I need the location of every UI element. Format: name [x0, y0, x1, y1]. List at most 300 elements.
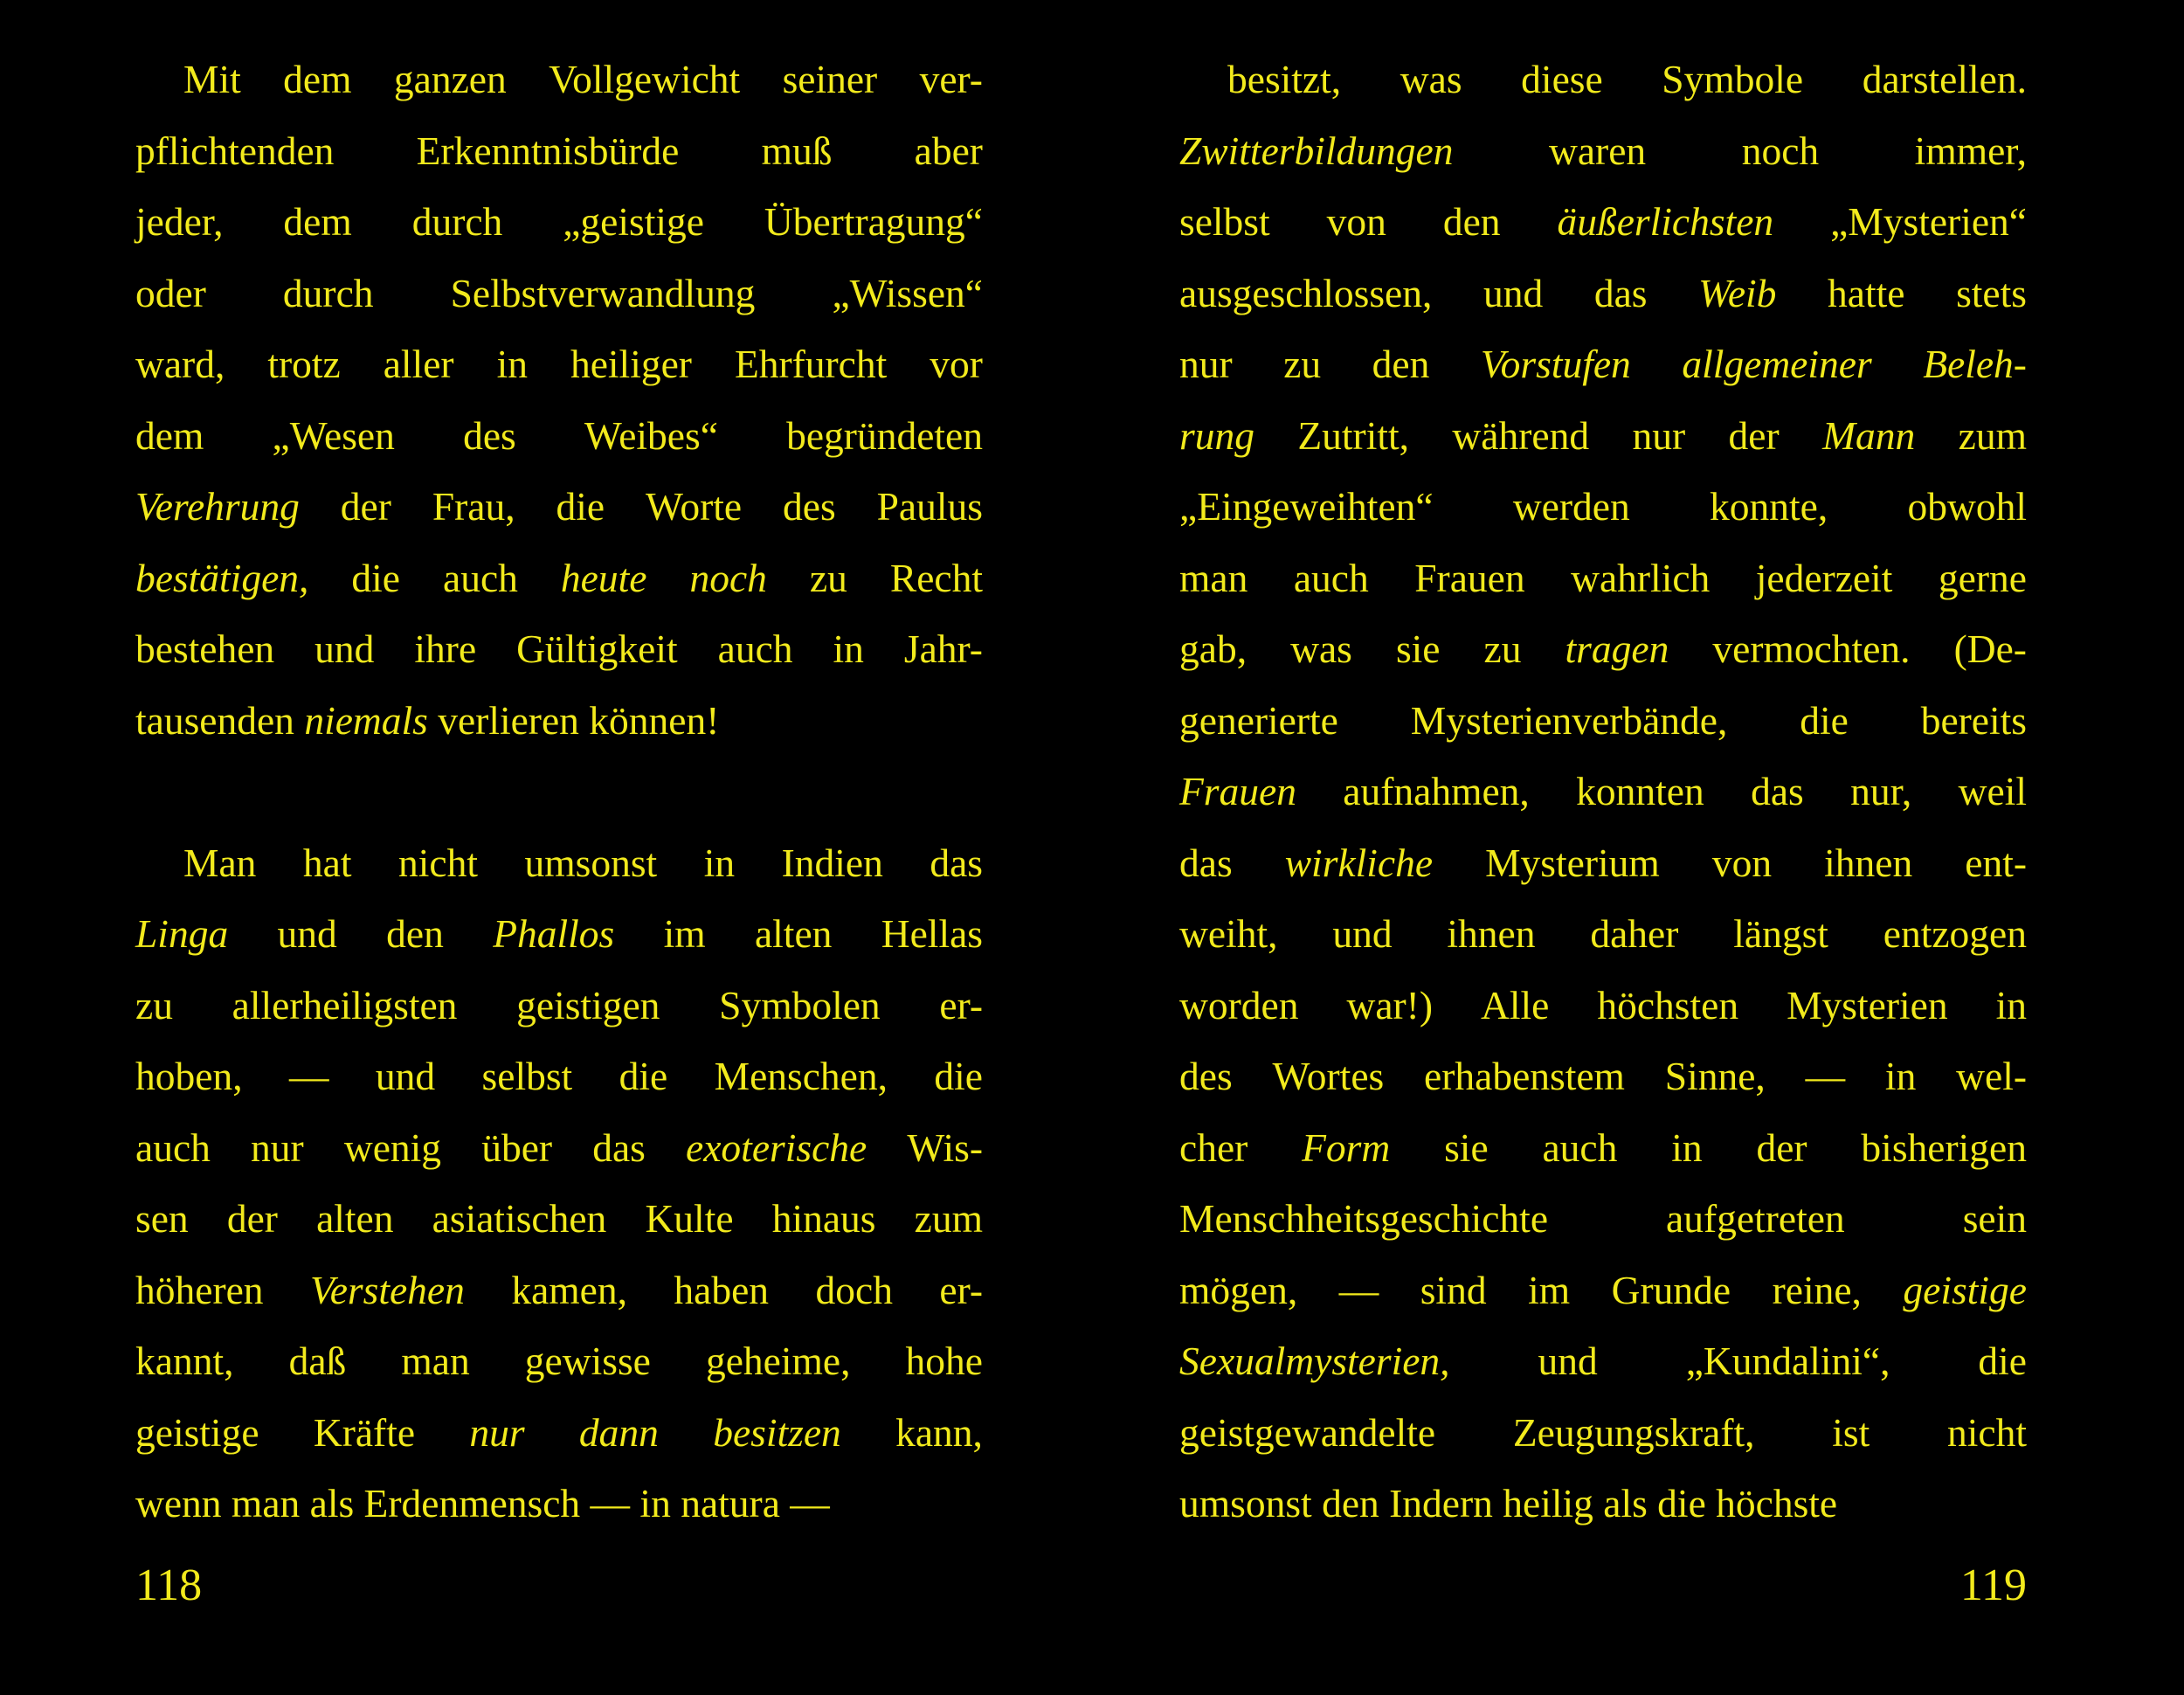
word — [890, 543, 983, 614]
word — [1947, 1397, 2027, 1469]
text-segment: wenig — [343, 1124, 442, 1170]
word — [183, 827, 256, 899]
word — [1963, 1183, 2027, 1255]
text-line — [1179, 44, 2027, 115]
word — [764, 186, 983, 258]
text-segment: „Wesen — [272, 412, 395, 458]
word — [310, 1255, 465, 1326]
word — [314, 1397, 415, 1469]
text-segment: wenn man als Erdenmensch — in natura — — [135, 1481, 830, 1526]
text-segment: Paulus — [876, 484, 983, 529]
word — [1903, 1255, 2027, 1326]
text-segment: entzogen — [1883, 911, 2027, 956]
word — [645, 1183, 733, 1255]
text-segment: Wortes — [1272, 1054, 1385, 1098]
text-segment: das — [592, 1124, 646, 1170]
text-segment: der — [1728, 412, 1780, 458]
text-line — [135, 1255, 983, 1326]
text-segment: Hellas — [881, 911, 983, 956]
italic-text: rung — [1179, 412, 1254, 458]
text-line — [135, 827, 983, 899]
text-segment: auch — [717, 626, 793, 671]
word — [525, 1325, 651, 1397]
word — [713, 1397, 841, 1469]
text-segment: immer, — [1914, 128, 2027, 173]
word — [881, 898, 983, 970]
text-segment: Indien — [781, 840, 883, 885]
text-segment: „Mysterien“ — [1830, 199, 2027, 244]
text-segment: zum — [1958, 412, 2027, 458]
text-segment: Kulte — [645, 1196, 734, 1241]
text-line — [1179, 613, 2027, 685]
word — [772, 1183, 876, 1255]
word — [1907, 471, 2027, 543]
text-segment: Zeugungskraft, — [1512, 1409, 1755, 1455]
word — [1179, 1183, 1548, 1255]
word — [1710, 471, 1828, 543]
text-line — [135, 1325, 983, 1397]
text-segment: aller — [383, 342, 454, 386]
italic-text: heute — [560, 555, 647, 600]
word — [135, 1255, 264, 1326]
text-segment: Menschen, — [714, 1054, 888, 1098]
word — [1327, 186, 1386, 258]
word — [1597, 970, 1738, 1041]
word — [1956, 258, 2027, 329]
word — [341, 471, 391, 543]
text-line — [1179, 471, 2027, 543]
word — [135, 1112, 211, 1184]
text-segment: oder — [135, 270, 206, 315]
word — [1978, 1325, 2027, 1397]
text-segment: konnten — [1576, 769, 1704, 813]
word — [1444, 1112, 1489, 1184]
text-segment: — — [288, 1054, 329, 1098]
word — [1179, 329, 1233, 400]
word — [384, 329, 454, 400]
text-segment: Mysterium — [1485, 840, 1660, 885]
text-segment: Frau, — [432, 484, 515, 529]
text-segment: muß — [761, 128, 833, 173]
text-segment: hohe — [905, 1339, 983, 1383]
word — [939, 970, 983, 1041]
word — [386, 898, 444, 970]
text-segment: Weibes“ — [584, 412, 718, 458]
text-segment: allerheiligsten — [232, 982, 458, 1027]
word — [1666, 1183, 1845, 1255]
word — [1179, 258, 1432, 329]
text-line — [1179, 827, 2027, 899]
word — [1590, 898, 1678, 970]
text-segment: und — [314, 626, 375, 671]
word — [283, 44, 351, 115]
text-segment: heiliger — [570, 342, 692, 386]
text-segment: was — [1290, 626, 1352, 671]
word — [1885, 1041, 1916, 1112]
word — [412, 186, 503, 258]
text-segment: ganzen — [393, 57, 507, 101]
text-segment: hat — [302, 840, 352, 885]
word — [664, 898, 706, 970]
word — [1179, 1325, 1450, 1397]
word — [1179, 1041, 1233, 1112]
word — [1686, 1325, 1890, 1397]
text-line — [1179, 1255, 2027, 1326]
text-segment: sind — [1420, 1267, 1487, 1312]
word — [1420, 1255, 1487, 1326]
text-segment: ward, — [135, 342, 225, 386]
text-segment: weiht, — [1179, 911, 1278, 956]
text-segment: des — [1179, 1054, 1233, 1098]
word — [135, 1397, 259, 1469]
text-segment: gewisse — [524, 1339, 651, 1383]
word — [1343, 756, 1530, 827]
text-line — [135, 44, 983, 115]
word — [646, 471, 742, 543]
text-segment: durch — [411, 199, 503, 244]
text-segment: der — [340, 484, 391, 529]
word — [227, 1183, 278, 1255]
word — [1179, 756, 1296, 827]
text-segment: höchsten — [1597, 982, 1739, 1027]
text-segment: auch — [443, 555, 518, 600]
word — [1179, 471, 1434, 543]
text-segment: nur, — [1850, 769, 1912, 813]
italic-text: besitzen — [713, 1409, 841, 1455]
word — [135, 258, 206, 329]
word — [183, 44, 241, 115]
word — [1751, 756, 1804, 827]
word — [1396, 613, 1441, 685]
word — [1424, 1041, 1625, 1112]
text-segment: jederzeit — [1755, 555, 1893, 600]
word — [1179, 115, 1453, 187]
word — [895, 1397, 983, 1469]
word — [1671, 1112, 1702, 1184]
text-segment: im — [663, 911, 706, 956]
word — [689, 543, 766, 614]
word — [135, 1041, 243, 1112]
word — [1861, 1112, 2027, 1184]
word — [915, 115, 983, 187]
word — [1481, 329, 1631, 400]
text-segment: vermochten. — [1712, 626, 1911, 671]
word — [273, 400, 395, 472]
italic-text: wirkliche — [1284, 840, 1434, 885]
italic-text: Frauen — [1179, 769, 1296, 813]
text-segment: in — [1995, 982, 2027, 1027]
text-segment: dem — [283, 199, 352, 244]
text-line — [135, 471, 983, 543]
word — [1400, 44, 1462, 115]
text-segment: begründeten — [786, 412, 983, 458]
text-segment: auch — [1542, 1124, 1618, 1170]
word — [1594, 258, 1648, 329]
word — [1179, 685, 1338, 757]
text-segment: cher — [1179, 1124, 1248, 1170]
right-page-text — [1179, 44, 2027, 1539]
text-segment: — — [1805, 1054, 1846, 1098]
text-line — [1179, 1325, 2027, 1397]
text-segment: sie — [1395, 626, 1441, 671]
text-segment: generierte — [1179, 697, 1338, 743]
text-line — [135, 1397, 983, 1469]
text-segment: ihnen — [1447, 911, 1536, 956]
text-segment: hatte — [1828, 270, 1905, 315]
word — [516, 613, 678, 685]
italic-text: allgemeiner — [1682, 342, 1872, 386]
text-segment: konnte, — [1710, 484, 1828, 529]
text-segment: besitzt, — [1227, 57, 1342, 101]
word — [432, 1183, 607, 1255]
text-segment: Wis- — [907, 1124, 983, 1170]
text-segment: von — [1326, 199, 1386, 244]
text-line — [1179, 898, 2027, 970]
word — [1332, 898, 1392, 970]
text-segment: im — [1528, 1267, 1571, 1312]
word — [1965, 827, 2027, 899]
italic-text: Zwitterbildungen — [1179, 128, 1454, 173]
text-segment: in — [496, 342, 528, 386]
text-segment: den — [386, 911, 444, 956]
text-line — [135, 1112, 983, 1184]
text-segment: zu — [135, 982, 173, 1027]
word — [351, 543, 400, 614]
text-segment: alten — [754, 911, 833, 956]
word — [135, 471, 300, 543]
text-segment: höheren — [135, 1267, 264, 1312]
word — [592, 1112, 646, 1184]
word — [1294, 543, 1369, 614]
word — [1179, 613, 1247, 685]
text-segment: diese — [1521, 57, 1603, 101]
italic-text: Vorstufen — [1480, 342, 1631, 386]
text-segment: selbst — [1179, 199, 1270, 244]
word — [1283, 329, 1321, 400]
text-segment: bestehen — [135, 626, 275, 671]
word — [719, 970, 881, 1041]
text-segment: waren — [1549, 128, 1647, 173]
word — [1483, 258, 1543, 329]
text-segment: asiatischen — [432, 1196, 607, 1241]
word — [1179, 400, 1254, 472]
text-segment: doch — [815, 1267, 893, 1312]
word — [278, 898, 337, 970]
text-segment: vor — [930, 342, 983, 386]
word — [570, 329, 692, 400]
word — [1179, 543, 1248, 614]
text-line — [1179, 258, 2027, 329]
text-segment: geistigen — [516, 982, 660, 1027]
text-segment: das — [930, 840, 983, 885]
word — [1571, 543, 1710, 614]
text-segment: „Eingeweihten“ — [1179, 484, 1434, 529]
text-segment: die — [934, 1054, 983, 1098]
text-segment: selbst — [481, 1054, 573, 1098]
text-segment: (De- — [1953, 626, 2027, 671]
word — [877, 471, 983, 543]
text-segment: tausenden — [135, 697, 305, 743]
text-segment: er- — [939, 982, 983, 1027]
left-page-text — [135, 44, 983, 1539]
word — [1414, 543, 1524, 614]
word — [810, 543, 847, 614]
text-segment: gab, — [1179, 626, 1248, 671]
text-segment: und — [1482, 270, 1544, 315]
word — [686, 1112, 867, 1184]
text-segment: ausgeschlossen, — [1179, 270, 1433, 315]
word — [718, 613, 793, 685]
word — [549, 44, 740, 115]
text-segment: längst — [1733, 911, 1828, 956]
word — [135, 400, 204, 472]
text-segment: Frauen — [1414, 555, 1525, 600]
word — [1787, 970, 1948, 1041]
text-line — [135, 115, 983, 187]
word — [401, 1325, 469, 1397]
text-line — [135, 543, 983, 614]
text-segment: weil — [1958, 769, 2027, 813]
word — [443, 543, 518, 614]
word — [135, 329, 225, 400]
word — [1346, 970, 1433, 1041]
italic-text: Sexualmysterien, — [1179, 1339, 1450, 1383]
word — [783, 471, 836, 543]
word — [1863, 44, 2027, 115]
text-line — [1179, 1183, 2027, 1255]
italic-text: noch — [689, 555, 767, 600]
word — [619, 1041, 668, 1112]
text-segment: umsonst — [524, 840, 658, 885]
word — [1290, 613, 1352, 685]
word — [584, 400, 718, 472]
text-segment: bisherigen — [1861, 1124, 2027, 1170]
word — [1272, 1041, 1384, 1112]
word — [1443, 186, 1501, 258]
text-segment: die — [1800, 697, 1849, 743]
text-segment: Symbolen — [719, 982, 881, 1027]
word — [232, 970, 458, 1041]
word — [1179, 1397, 1435, 1469]
italic-text: niemals — [304, 697, 428, 743]
text-segment: das — [1751, 769, 1804, 813]
text-segment: ihnen — [1824, 840, 1913, 885]
word — [1742, 115, 1819, 187]
text-segment: das — [1179, 840, 1233, 885]
word — [1698, 258, 1776, 329]
word — [267, 329, 340, 400]
text-segment: Mit — [183, 57, 241, 101]
text-segment: kann, — [895, 1409, 983, 1455]
text-segment: die — [619, 1054, 668, 1098]
text-segment: — — [1338, 1267, 1379, 1312]
text-segment: des — [783, 484, 836, 529]
word — [135, 898, 228, 970]
word — [432, 471, 515, 543]
text-segment: reine, — [1772, 1267, 1862, 1312]
text-segment: gerne — [1938, 555, 2027, 600]
word — [783, 44, 878, 115]
word — [1521, 44, 1603, 115]
text-segment: nur — [1632, 412, 1686, 458]
text-line — [135, 970, 983, 1041]
word — [735, 329, 887, 400]
word — [1959, 400, 2027, 472]
text-segment: „Wissen“ — [832, 270, 983, 315]
word — [1939, 543, 2027, 614]
text-segment: Mysterienverbände, — [1410, 697, 1728, 743]
word — [251, 1112, 304, 1184]
text-segment: Alle — [1480, 982, 1550, 1027]
word — [516, 970, 660, 1041]
word — [1513, 1397, 1755, 1469]
italic-text: Phallos — [493, 911, 615, 956]
word — [289, 1041, 329, 1112]
word — [135, 1183, 189, 1255]
word — [1830, 186, 2027, 258]
word — [344, 1112, 441, 1184]
text-segment: in — [833, 626, 864, 671]
text-segment: der — [226, 1196, 278, 1241]
text-segment: nicht — [398, 840, 478, 885]
text-segment: Zutritt, — [1297, 412, 1410, 458]
text-line — [135, 329, 983, 400]
text-segment: Kräfte — [313, 1409, 416, 1455]
text-segment: nicht — [1946, 1409, 2027, 1455]
text-segment: sen — [135, 1196, 189, 1241]
word — [1179, 898, 1277, 970]
word — [481, 1112, 552, 1184]
text-segment: geistige — [135, 1409, 259, 1455]
word — [1806, 1041, 1846, 1112]
word — [1850, 756, 1911, 827]
text-segment: stets — [1956, 270, 2027, 315]
text-segment: haben — [674, 1267, 770, 1312]
text-segment: nur — [251, 1124, 304, 1170]
text-segment: sie — [1444, 1124, 1489, 1170]
italic-text: bestätigen, — [135, 555, 309, 600]
italic-text: Linga — [135, 911, 229, 956]
word — [706, 1325, 851, 1397]
text-line — [135, 186, 983, 258]
text-segment: durch — [282, 270, 374, 315]
text-segment: zu — [1483, 626, 1522, 671]
italic-text: Beleh- — [1923, 342, 2027, 386]
word — [1733, 898, 1828, 970]
text-segment: den — [1372, 342, 1430, 386]
text-segment: alten — [316, 1196, 394, 1241]
word — [1996, 970, 2027, 1041]
text-segment: und — [277, 911, 337, 956]
word — [289, 1325, 347, 1397]
text-segment: bereits — [1920, 697, 2027, 743]
text-segment: Worte — [646, 484, 743, 529]
text-segment: der — [1756, 1124, 1807, 1170]
word — [135, 543, 308, 614]
word — [1372, 329, 1430, 400]
text-line — [135, 1041, 983, 1112]
text-segment: Gültigkeit — [516, 626, 678, 671]
word — [1662, 44, 1803, 115]
text-segment: jeder, — [135, 199, 224, 244]
word — [1800, 685, 1849, 757]
text-segment: während — [1452, 412, 1590, 458]
word — [1883, 898, 2027, 970]
word — [314, 613, 374, 685]
text-segment: aufnahmen, — [1343, 769, 1530, 813]
italic-text: dann — [578, 1409, 659, 1455]
paragraph-gap — [135, 756, 983, 827]
